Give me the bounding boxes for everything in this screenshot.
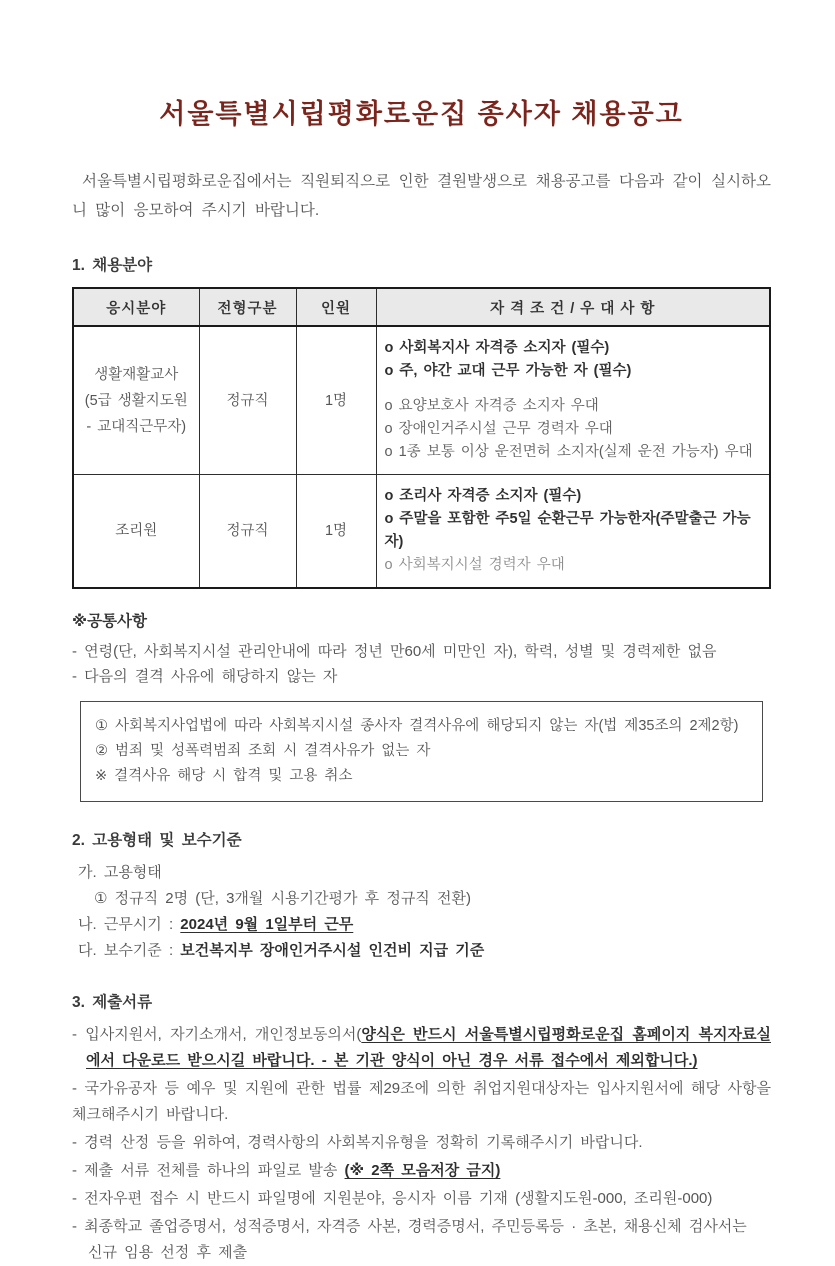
submission-item-single-file: [72, 1158, 771, 1184]
pay-standard-line: [72, 938, 771, 964]
col-header-type: 전형구분: [199, 288, 296, 326]
section3-heading: 3. 제출서류: [72, 994, 153, 1011]
col-header-qualifications: 자 격 조 건 / 우 대 사 항: [376, 288, 770, 326]
work-start-line: [72, 912, 771, 938]
table-row: [73, 326, 770, 475]
submission-item-veterans: - 국가유공자 등 예우 및 지원에 관한 법률 제29조에 의한 취업지원대상자는 입사지원서에 해당 사항을 체크해주시기 바랍니다.: [72, 1080, 771, 1123]
spacer: [385, 383, 764, 395]
pay-standard-label: 다. 보수기준 :: [78, 942, 181, 959]
employment-type-detail: ① 정규직 2명 (단, 3개월 시용기간평가 후 정규직 전환): [94, 890, 471, 907]
cell-qualifications: [376, 475, 770, 589]
cell-field: [73, 326, 199, 475]
table-row: [73, 475, 770, 589]
submission-item-email: - 전자우편 접수 시 반드시 파일명에 지원분야, 응시자 이름 기재 (생활지도원-000, 조리원-000): [72, 1190, 713, 1207]
submission-item-emphasis: (※ 2쪽 모음저장 금지): [344, 1162, 501, 1179]
section2-heading: 2. 고용형태 및 보수기준: [72, 832, 242, 849]
work-start-label: 나. 근무시기 :: [78, 916, 181, 933]
cell-type: 정규직: [199, 326, 296, 475]
submission-item-certificates-cont: 신규 임용 선정 후 제출: [88, 1244, 248, 1261]
common-note: - 다음의 결격 사유에 해당하지 않는 자: [72, 668, 338, 685]
common-note: - 연령(단, 사회복지시설 관리안내에 따라 정년 만60세 미만인 자), 학력, 성별 및 경력제한 없음: [72, 643, 717, 660]
qualification-required: o 주말을 포함한 주5일 순환근무 가능한자(주말출근 가능자): [384, 511, 751, 550]
qualification-preferred: o 1종 보통 이상 운전면허 소지자(실제 운전 가능자) 우대: [384, 444, 753, 460]
col-header-count: 인원: [296, 288, 376, 326]
qualification-preferred: o 장애인거주시설 근무 경력자 우대: [384, 421, 613, 437]
cell-field: 조리원: [73, 475, 199, 589]
field-line: (5급 생활지도원: [84, 392, 188, 409]
intro-paragraph: 서울특별시립평화로운집에서는 직원퇴직으로 인한 결원발생으로 채용공고를 다음과 같이 실시하오니 많이 응모하여 주시기 바랍니다.: [72, 173, 771, 219]
field-line: 생활재활교사: [94, 366, 179, 383]
page-title: 서울특별시립평화로운집 종사자 채용공고: [159, 99, 684, 129]
disqualification-box: [80, 701, 763, 802]
qualification-required: o 사회복지사 자격증 소지자 (필수): [384, 340, 610, 356]
recruitment-table: [72, 287, 771, 589]
work-start-value: 2024년 9월 1일부터 근무: [180, 916, 354, 933]
section2: [72, 828, 771, 964]
col-header-field: 응시분야: [73, 288, 199, 326]
submission-item-forms: [72, 1022, 771, 1074]
cell-qualifications: [376, 326, 770, 475]
cell-count: 1명: [296, 326, 376, 475]
qualification-preferred: o 요양보호사 자격증 소지자 우대: [384, 398, 599, 414]
table-header-row: [73, 288, 770, 326]
cell-type: 정규직: [199, 475, 296, 589]
pay-standard-value: 보건복지부 장애인거주시설 인건비 지급 기준: [180, 942, 485, 959]
submission-item-certificates: - 최종학교 졸업증명서, 성적증명서, 자격증 사본, 경력증명서, 주민등록등 · 초본, 채용신체 검사서는: [72, 1218, 747, 1235]
disqualification-item: ① 사회복지사업법에 따라 사회복지시설 종사자 결격사유에 해당되지 않는 자(법 제35조의 2제2항): [95, 718, 739, 734]
employment-type-label: 가. 고용형태: [78, 864, 162, 881]
section1-heading: 1. 채용분야: [72, 257, 153, 274]
disqualification-item: ② 범죄 및 성폭력범죄 조회 시 결격사유가 없는 자: [95, 743, 431, 759]
submission-item-prefix: - 입사지원서, 자기소개서, 개인정보동의서(: [72, 1026, 362, 1043]
submission-item-emphasis: 양식은 반드시 서울특별시립평화로운집 홈페이지 복지자료실에서 다운로드 받으시길 바랍니다. - 본 기관 양식이 아닌 경우 서류 접수에서 제외합니다.): [86, 1026, 771, 1069]
common-notes-heading: ※공통사항: [72, 613, 147, 630]
submission-item-career: - 경력 산정 등을 위하여, 경력사항의 사회복지유형을 정확히 기록해주시기 바랍니다.: [72, 1134, 643, 1151]
qualification-preferred: o 사회복지시설 경력자 우대: [384, 557, 565, 573]
qualification-required: o 주, 야간 교대 근무 가능한 자 (필수): [384, 363, 632, 379]
submission-item-prefix: - 제출 서류 전체를 하나의 파일로 발송: [72, 1162, 345, 1179]
field-line: - 교대직근무자): [86, 418, 187, 435]
qualification-required: o 조리사 자격증 소지자 (필수): [384, 488, 582, 504]
section3: [72, 990, 771, 1266]
cell-count: 1명: [296, 475, 376, 589]
disqualification-item: ※ 결격사유 해당 시 합격 및 고용 취소: [95, 768, 353, 784]
